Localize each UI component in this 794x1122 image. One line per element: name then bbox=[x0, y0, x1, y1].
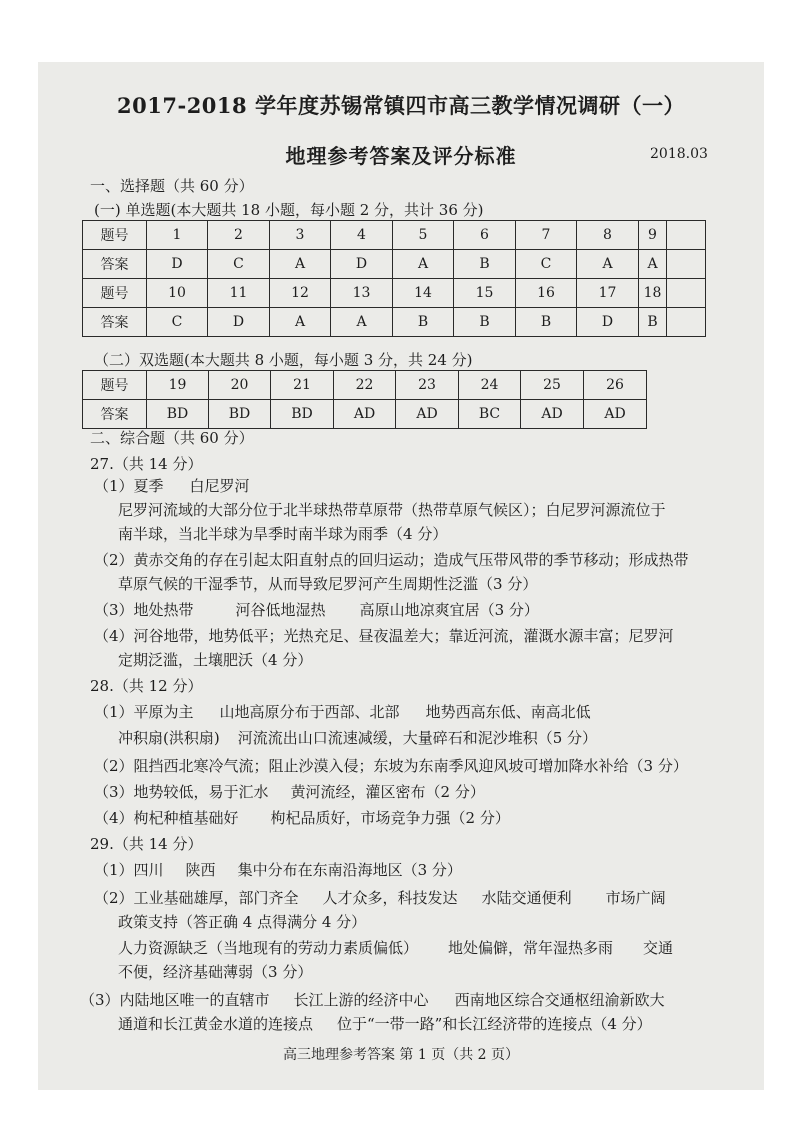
table-cell: 14 bbox=[393, 279, 454, 308]
table-cell: A bbox=[270, 250, 331, 279]
table-cell: BD bbox=[209, 400, 271, 429]
double-choice-answer-table bbox=[82, 370, 647, 429]
q27-answer-2-line2: 草原气候的干湿季节，从而导致尼罗河产生周期性泛滥（3 分） bbox=[118, 575, 538, 593]
q27-answer-4-line2: 定期泛滥，土壤肥沃（4 分） bbox=[118, 651, 313, 669]
page-footer: 高三地理参考答案 第 1 页（共 2 页） bbox=[282, 1047, 520, 1063]
table-cell: 13 bbox=[331, 279, 393, 308]
q28-answer-1-line2: 冲积扇(洪积扇) 河流流出山口流速减缓，大量碎石和泥沙堆积（5 分） bbox=[118, 729, 598, 747]
part2-heading: （二）双选题(本大题共 8 小题，每小题 3 分，共 24 分) bbox=[94, 351, 473, 369]
q27-answer-4: （4）河谷地带，地势低平；光热充足、昼夜温差大；靠近河流，灌溉水源丰富；尼罗河 bbox=[94, 627, 674, 645]
q29-answer-1: （1）四川 陕西 集中分布在东南沿海地区（3 分） bbox=[94, 861, 462, 879]
q29-answer-2-line4: 不便，经济基础薄弱（3 分） bbox=[118, 963, 313, 981]
table-cell: D bbox=[208, 308, 270, 337]
table-cell: B bbox=[454, 308, 516, 337]
answer-sheet bbox=[38, 62, 764, 1090]
table-cell: A bbox=[639, 250, 667, 279]
table-cell-empty bbox=[667, 308, 706, 337]
table-cell: A bbox=[331, 308, 393, 337]
table-cell: 19 bbox=[147, 371, 209, 400]
table-cell-empty bbox=[667, 250, 706, 279]
table-cell: AD bbox=[334, 400, 396, 429]
single-choice-answer-table bbox=[82, 220, 706, 337]
table-row-label: 题号 bbox=[83, 221, 147, 250]
table-cell: 1 bbox=[147, 221, 208, 250]
table-row-label: 答案 bbox=[83, 308, 147, 337]
q27-answer-1-line3: 南半球，当北半球为旱季时南半球为雨季（4 分） bbox=[118, 525, 448, 543]
q28-answer-4: （4）枸杞种植基础好 枸杞品质好，市场竞争力强（2 分） bbox=[94, 809, 510, 827]
document-title: 2017-2018 学年度苏锡常镇四市高三教学情况调研（一） bbox=[117, 93, 685, 118]
q29-answer-2-line3: 人力资源缺乏（当地现有的劳动力素质偏低） 地处偏僻，常年湿热多雨 交通 bbox=[118, 939, 674, 957]
table-cell: C bbox=[147, 308, 208, 337]
table-cell: 17 bbox=[577, 279, 639, 308]
table-cell: 4 bbox=[331, 221, 393, 250]
table-cell: 24 bbox=[459, 371, 521, 400]
table-cell: AD bbox=[521, 400, 584, 429]
table-cell: 8 bbox=[577, 221, 639, 250]
table-cell: 22 bbox=[334, 371, 396, 400]
table-row-label: 题号 bbox=[83, 279, 147, 308]
table-cell: 9 bbox=[639, 221, 667, 250]
table-cell-empty bbox=[667, 221, 706, 250]
table-cell: B bbox=[516, 308, 577, 337]
q27-answer-2: （2）黄赤交角的存在引起太阳直射点的回归运动；造成气压带风带的季节移动；形成热带 bbox=[94, 551, 689, 569]
table-cell: 6 bbox=[454, 221, 516, 250]
q28-title: 28.（共 12 分） bbox=[90, 677, 203, 695]
table-cell: B bbox=[454, 250, 516, 279]
table-row bbox=[83, 250, 706, 279]
table-cell: 3 bbox=[270, 221, 331, 250]
table-cell: 23 bbox=[396, 371, 459, 400]
q27-answer-3: （3）地处热带 河谷低地湿热 高原山地凉爽宜居（3 分） bbox=[94, 601, 539, 619]
table-cell: B bbox=[393, 308, 454, 337]
table-cell: 12 bbox=[270, 279, 331, 308]
table-cell: A bbox=[270, 308, 331, 337]
q29-answer-2-line2: 政策支持（答正确 4 点得满分 4 分） bbox=[118, 913, 367, 931]
table-cell: 18 bbox=[639, 279, 667, 308]
q27-answer-1: （1）夏季 白尼罗河 bbox=[94, 477, 250, 495]
table-cell: 16 bbox=[516, 279, 577, 308]
table-row-label: 题号 bbox=[83, 371, 147, 400]
q29-answer-2: （2）工业基础雄厚，部门齐全 人才众多，科技发达 水陆交通便利 市场广阔 bbox=[94, 889, 666, 907]
table-cell: 15 bbox=[454, 279, 516, 308]
table-cell: C bbox=[516, 250, 577, 279]
table-cell: 10 bbox=[147, 279, 208, 308]
table-cell-empty bbox=[667, 279, 706, 308]
table-cell: 7 bbox=[516, 221, 577, 250]
table-cell: A bbox=[577, 250, 639, 279]
q29-answer-3: （3）内陆地区唯一的直辖市 长江上游的经济中心 西南地区综合交通枢纽渝新欧大 bbox=[80, 991, 665, 1009]
table-cell: 5 bbox=[393, 221, 454, 250]
table-cell: BD bbox=[271, 400, 334, 429]
q27-answer-1-line2: 尼罗河流域的大部分位于北半球热带草原带（热带草原气候区）；白尼罗河源流位于 bbox=[118, 501, 666, 519]
document-subtitle: 地理参考答案及评分标准 bbox=[285, 144, 517, 168]
table-cell: 25 bbox=[521, 371, 584, 400]
table-cell: D bbox=[331, 250, 393, 279]
q28-answer-3: （3）地势较低，易于汇水 黄河流经，灌区密布（2 分） bbox=[94, 783, 485, 801]
table-cell: 26 bbox=[584, 371, 647, 400]
table-cell: AD bbox=[584, 400, 647, 429]
section1-heading: 一、选择题（共 60 分） bbox=[90, 177, 254, 195]
table-cell: A bbox=[393, 250, 454, 279]
table-cell: 11 bbox=[208, 279, 270, 308]
table-cell: AD bbox=[396, 400, 459, 429]
table-row bbox=[83, 308, 706, 337]
table-row-label: 答案 bbox=[83, 400, 147, 429]
table-row-label: 答案 bbox=[83, 250, 147, 279]
part1-heading: (一) 单选题(本大题共 18 小题，每小题 2 分，共计 36 分) bbox=[94, 201, 484, 219]
q29-answer-3-line2: 通道和长江黄金水道的连接点 位于“一带一路”和长江经济带的连接点（4 分） bbox=[118, 1015, 652, 1033]
q28-answer-1: （1）平原为主 山地高原分布于西部、北部 地势西高东低、南高北低 bbox=[94, 703, 591, 721]
table-cell: 20 bbox=[209, 371, 271, 400]
section2-heading: 二、综合题（共 60 分） bbox=[90, 429, 254, 447]
table-cell: D bbox=[577, 308, 639, 337]
table-row bbox=[83, 400, 647, 429]
table-cell: 21 bbox=[271, 371, 334, 400]
table-cell: 2 bbox=[208, 221, 270, 250]
q27-title: 27.（共 14 分） bbox=[90, 455, 203, 473]
table-row bbox=[83, 221, 706, 250]
table-cell: B bbox=[639, 308, 667, 337]
q29-title: 29.（共 14 分） bbox=[90, 835, 203, 853]
q28-answer-2: （2）阻挡西北寒冷气流；阻止沙漠入侵；东坡为东南季风迎风坡可增加降水补给（3 分） bbox=[94, 757, 688, 775]
document-date: 2018.03 bbox=[650, 146, 708, 162]
table-cell: BC bbox=[459, 400, 521, 429]
table-cell: C bbox=[208, 250, 270, 279]
table-cell: D bbox=[147, 250, 208, 279]
table-row bbox=[83, 279, 706, 308]
table-row bbox=[83, 371, 647, 400]
table-cell: BD bbox=[147, 400, 209, 429]
